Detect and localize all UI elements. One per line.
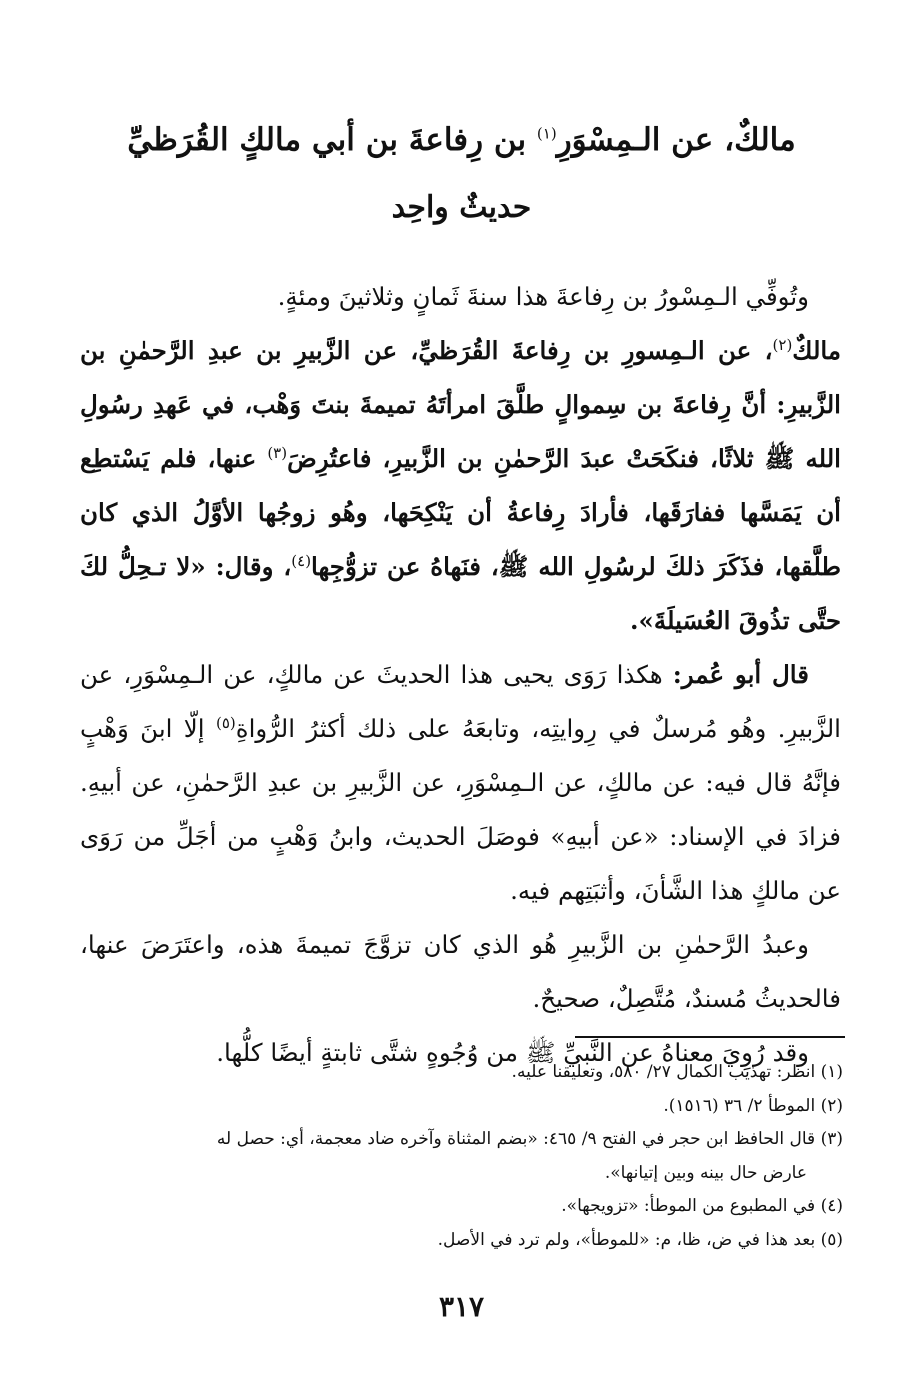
- footnote-2: (٢) الموطأ ٢/ ٣٦ (١٥١٦).: [663, 1095, 843, 1116]
- footnotes: [80, 1056, 843, 1257]
- footnote-marker-3: (٣): [267, 443, 288, 462]
- footnote-4: (٤) في المطبوع من الموطأ: «تزويجها».: [561, 1196, 843, 1216]
- hadith-text-part-1: ، عن الـمِسورِ بن رِفاعةَ القُرَظيِّ، عن الزَّبيرِ بن عبدِ الرَّحمٰنِ بن الزَّبيرِ: أنَّ رِفاعةَ بن سِموالٍ طلَّقَ امرأتَهُ تميمةَ بنتَ وَهْب، في عَهدِ رسُولِ الله ﷺ ثلاثًا، فنكَحَتْ عبدَ الرَّحمٰنِ بن الزَّبيرِ، فاعتُرِضَ: [80, 336, 841, 473]
- main-text: [80, 270, 841, 1080]
- footnote-marker-5: (٥): [215, 713, 236, 732]
- paragraph-commentary: [80, 648, 841, 918]
- commentary-text-part-2: إلّا ابنَ وَهْبٍ فإنَّهُ قال فيه: عن مالكٍ، عن الـمِسْوَرِ، عن الزَّبيرِ بن عبدِ الرَّحمٰنِ، عن أبيهِ. فزادَ في الإسناد: «عن أبيهِ» فوصَلَ الحديث، وابنُ وَهْبٍ من أجَلِّ من رَوَى عن مالكٍ هذا الشَّأنَ، وأثبَتِهم فيه.: [80, 714, 841, 905]
- footnote-marker-2: (٢): [772, 335, 793, 354]
- paragraph-death-note: وتُوفِّي الـمِسْورُ بن رِفاعةَ هذا سنةَ ثَمانٍ وثلاثينَ ومئةٍ.: [277, 282, 809, 311]
- hadith-narrator: مالكٌ: [792, 336, 841, 365]
- footnote-1: (١) انظر: تهذيب الكمال ٢٧/ ٥٨٠، وتعليقنا عليه.: [511, 1062, 843, 1082]
- footnote-3: (٣) قال الحافظ ابن حجر في الفتح ٩/ ٤٦٥: «بضم المثناة وآخره ضاد معجمة، أي: حصل له: [216, 1129, 843, 1149]
- paragraph-hadith: [80, 324, 841, 648]
- footnote-marker-1: (١): [536, 124, 557, 143]
- heading-text-end: بن رِفاعةَ بن أبي مالكٍ القُرَظيِّ: [127, 122, 537, 158]
- footnote-marker-4: (٤): [291, 551, 312, 570]
- commentary-lead: قال أبو عُمر:: [672, 660, 809, 689]
- footnote-5: (٥) بعد هذا في ض، ظا، م: «للموطأ»، ولم ترد في الأصل.: [437, 1229, 843, 1250]
- paragraph-conclusion: وعبدُ الرَّحمٰنِ بن الزَّبيرِ هُو الذي كان تزوَّجَ تميمةَ هذه، واعتَرَضَ عنها، فالحديثُ مُسندٌ، مُتَّصِلٌ، صحيحٌ.: [80, 930, 841, 1013]
- hadith-text-part-3: ، وقال: «لا تـحِلُّ لكَ حتَّى تذُوقَ العُسَيلَةَ».: [80, 552, 841, 635]
- heading-text-start: مالكٌ، عن الـمِسْوَرِ: [556, 122, 796, 158]
- footnote-separator: [575, 1036, 845, 1038]
- hadith-text-part-2: عنها، فلم يَسْتطِع أن يَمَسَّها ففارَقَها، فأرادَ رِفاعةُ أن يَنْكِحَها، وهُو زوجُها الأوَّلُ الذي كان طلَّقها، فذَكَرَ ذلكَ لرسُولِ الله ﷺ، فنَهاهُ عن تزوُّجِها: [80, 444, 841, 581]
- chapter-heading: [100, 122, 823, 159]
- chapter-subheading: حديثٌ واحِد: [391, 190, 532, 225]
- commentary-text-part-1: هكذا رَوَى يحيى هذا الحديثَ عن مالكٍ، عن الـمِسْوَرِ، عن الزَّبيرِ. وهُو مُرسلٌ في رِوايتِه، وتابعَهُ على ذلك أكثرُ الرُّواةِ: [80, 660, 841, 743]
- page-number: ٣١٧: [438, 1290, 485, 1323]
- footnote-3-continuation: عارض حال بينه وبين إتيانها».: [604, 1162, 807, 1183]
- paragraph-closing: وقد رُوِيَ معناهُ عن النَّبيِّ ﷺ من وُجُوهٍ شتَّى ثابتةٍ أيضًا كلُّها.: [216, 1038, 809, 1067]
